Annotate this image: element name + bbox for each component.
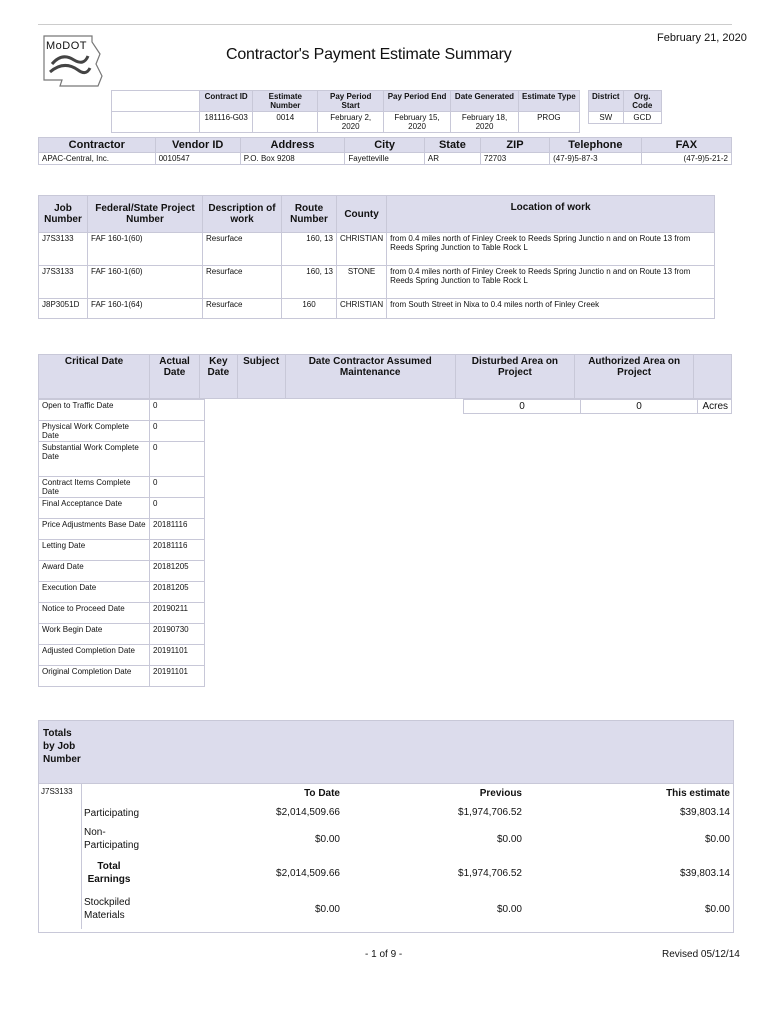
participating-to-date: $2,014,509.66	[276, 807, 340, 818]
authorized-area: 0	[581, 400, 698, 414]
description: Resurface	[203, 299, 282, 319]
critical-date-value: 20181205	[150, 582, 205, 603]
job-number: J8P3051D	[39, 299, 88, 319]
non-participating-to-date: $0.00	[314, 834, 340, 845]
table-row	[39, 477, 205, 498]
area-unit: Acres	[698, 400, 732, 414]
critical-date-value: 20181116	[150, 540, 205, 561]
col-location: Location of work	[387, 196, 715, 233]
table-row	[39, 603, 205, 624]
critical-date-value: 0	[150, 498, 205, 519]
location: from 0.4 miles north of Finley Creek to Reeds Spring Junctio n and on Route 13 from Reeds Spring Junction to Table Rock L	[387, 266, 715, 299]
district-table	[588, 90, 662, 124]
top-rule	[38, 24, 732, 25]
estimate-type: PROG	[518, 112, 579, 133]
non-participating-previous: $0.00	[496, 834, 522, 845]
col-district: District	[589, 91, 624, 112]
critical-date-value: 0	[150, 442, 205, 477]
col-this-estimate: This estimate	[666, 788, 730, 799]
row-label-total-earnings: Total Earnings	[87, 861, 131, 885]
table-row	[39, 400, 205, 421]
critical-date-label: Substantial Work Complete Date	[39, 442, 150, 477]
col-description: Description of work	[203, 196, 282, 233]
table-row	[39, 498, 205, 519]
route-number: 160, 13	[282, 266, 337, 299]
org-code: GCD	[623, 112, 661, 124]
address: P.O. Box 9208	[240, 153, 345, 165]
logo-text: MoDOT	[46, 40, 87, 52]
col-contractor: Contractor	[39, 138, 156, 153]
county: CHRISTIAN	[337, 299, 387, 319]
critical-header-table	[38, 354, 732, 399]
job-number: J7S3133	[39, 233, 88, 266]
col-critical-date: Critical Date	[39, 355, 150, 399]
table-row	[39, 299, 715, 319]
critical-date-label: Adjusted Completion Date	[39, 645, 150, 666]
pay-period-end: February 15, 2020	[383, 112, 450, 133]
vendor-id: 0010547	[155, 153, 240, 165]
critical-date-label: Open to Traffic Date	[39, 400, 150, 421]
fax: (47-9)5-21-2	[641, 153, 731, 165]
contract-id: 181116-G03	[200, 112, 253, 133]
col-key-date: Key Date	[200, 355, 238, 399]
totals-values	[81, 784, 732, 929]
stockpiled-this-estimate: $0.00	[704, 904, 730, 915]
critical-date-value: 0	[150, 400, 205, 421]
state: AR	[424, 153, 480, 165]
critical-date-value: 20181205	[150, 561, 205, 582]
col-previous: Previous	[479, 788, 522, 799]
totals-header-bar	[38, 720, 734, 784]
description: Resurface	[203, 266, 282, 299]
totals-job-number: J7S3133	[41, 787, 73, 796]
project-number: FAF 160-1(60)	[88, 233, 203, 266]
table-row	[39, 442, 205, 477]
county: CHRISTIAN	[337, 233, 387, 266]
col-telephone: Telephone	[550, 138, 642, 153]
col-vendor-id: Vendor ID	[155, 138, 240, 153]
stockpiled-previous: $0.00	[496, 904, 522, 915]
row-label-participating: Participating	[84, 808, 140, 819]
critical-date-label: Final Acceptance Date	[39, 498, 150, 519]
zip: 72703	[480, 153, 549, 165]
disturbed-area: 0	[464, 400, 581, 414]
critical-date-label: Contract Items Complete Date	[39, 477, 150, 498]
total-earnings-previous: $1,974,706.52	[458, 868, 522, 879]
participating-previous: $1,974,706.52	[458, 807, 522, 818]
critical-date-label: Award Date	[39, 561, 150, 582]
route-number: 160, 13	[282, 233, 337, 266]
table-row	[39, 421, 205, 442]
participating-this-estimate: $39,803.14	[679, 807, 730, 818]
col-contractor-maintenance: Date Contractor Assumed Maintenance	[285, 355, 455, 399]
row-label-non-participating: Non-Participating	[84, 827, 140, 851]
col-address: Address	[240, 138, 345, 153]
route-number: 160	[282, 299, 337, 319]
col-contract-id: Contract ID	[200, 91, 253, 112]
col-job-number: Job Number	[39, 196, 88, 233]
col-project-number: Federal/State Project Number	[88, 196, 203, 233]
location: from South Street in Nixa to 0.4 miles north of Finley Creek	[387, 299, 715, 319]
table-row	[39, 561, 205, 582]
col-subject: Subject	[237, 355, 285, 399]
district: SW	[589, 112, 624, 124]
critical-date-value: 20190211	[150, 603, 205, 624]
critical-date-value: 20181116	[150, 519, 205, 540]
report-date: February 21, 2020	[657, 32, 747, 44]
table-row	[39, 266, 715, 299]
table-row	[39, 666, 205, 687]
col-to-date: To Date	[304, 788, 340, 799]
critical-date-value: 20191101	[150, 666, 205, 687]
modot-logo	[40, 34, 110, 90]
non-participating-this-estimate: $0.00	[704, 834, 730, 845]
pay-period-start: February 2, 2020	[318, 112, 383, 133]
row-label-stockpiled: Stockpiled Materials	[84, 897, 131, 921]
total-earnings-to-date: $2,014,509.66	[276, 868, 340, 879]
county: STONE	[337, 266, 387, 299]
table-row	[39, 519, 205, 540]
description: Resurface	[203, 233, 282, 266]
critical-date-label: Original Completion Date	[39, 666, 150, 687]
job-number: J7S3133	[39, 266, 88, 299]
col-disturbed-area: Disturbed Area on Project	[455, 355, 574, 399]
telephone: (47-9)5-87-3	[550, 153, 642, 165]
totals-title: Totals by Job Number	[43, 728, 81, 765]
jobs-table	[38, 195, 715, 319]
totals-body	[38, 783, 734, 933]
critical-date-label: Execution Date	[39, 582, 150, 603]
contract-info-table	[111, 90, 580, 133]
col-county: County	[337, 196, 387, 233]
col-date-generated: Date Generated	[451, 91, 518, 112]
city: Fayetteville	[345, 153, 425, 165]
table-row	[39, 624, 205, 645]
project-number: FAF 160-1(60)	[88, 266, 203, 299]
table-row	[39, 645, 205, 666]
col-estimate-type: Estimate Type	[518, 91, 579, 112]
critical-date-value: 0	[150, 421, 205, 442]
stockpiled-to-date: $0.00	[314, 904, 340, 915]
total-earnings-this-estimate: $39,803.14	[679, 868, 730, 879]
revised-date: Revised 05/12/14	[662, 949, 740, 960]
critical-date-label: Physical Work Complete Date	[39, 421, 150, 442]
location: from 0.4 miles north of Finley Creek to Reeds Spring Junctio n and on Route 13 from Reeds Spring Junction to Table Rock L	[387, 233, 715, 266]
critical-date-value: 0	[150, 477, 205, 498]
table-row	[39, 233, 715, 266]
col-authorized-area: Authorized Area on Project	[575, 355, 694, 399]
col-state: State	[424, 138, 480, 153]
estimate-number: 0014	[253, 112, 318, 133]
critical-dates-table	[38, 399, 205, 687]
col-city: City	[345, 138, 425, 153]
col-zip: ZIP	[480, 138, 549, 153]
critical-date-label: Notice to Proceed Date	[39, 603, 150, 624]
area-values-table	[463, 399, 732, 414]
col-org-code: Org. Code	[623, 91, 661, 112]
critical-date-label: Work Begin Date	[39, 624, 150, 645]
page-number: - 1 of 9 -	[365, 949, 403, 960]
critical-date-label: Price Adjustments Base Date	[39, 519, 150, 540]
table-row	[39, 540, 205, 561]
project-number: FAF 160-1(64)	[88, 299, 203, 319]
col-route-number: Route Number	[282, 196, 337, 233]
page-title: Contractor's Payment Estimate Summary	[226, 46, 512, 63]
col-fax: FAX	[641, 138, 731, 153]
contractor-name: APAC-Central, Inc.	[39, 153, 156, 165]
col-pay-period-end: Pay Period End	[383, 91, 450, 112]
date-generated: February 18, 2020	[451, 112, 518, 133]
col-pay-period-start: Pay Period Start	[318, 91, 383, 112]
critical-date-value: 20190730	[150, 624, 205, 645]
table-row	[39, 582, 205, 603]
contractor-table	[38, 137, 732, 165]
col-estimate-number: Estimate Number	[253, 91, 318, 112]
critical-date-label: Letting Date	[39, 540, 150, 561]
col-actual-date: Actual Date	[150, 355, 200, 399]
critical-date-value: 20191101	[150, 645, 205, 666]
